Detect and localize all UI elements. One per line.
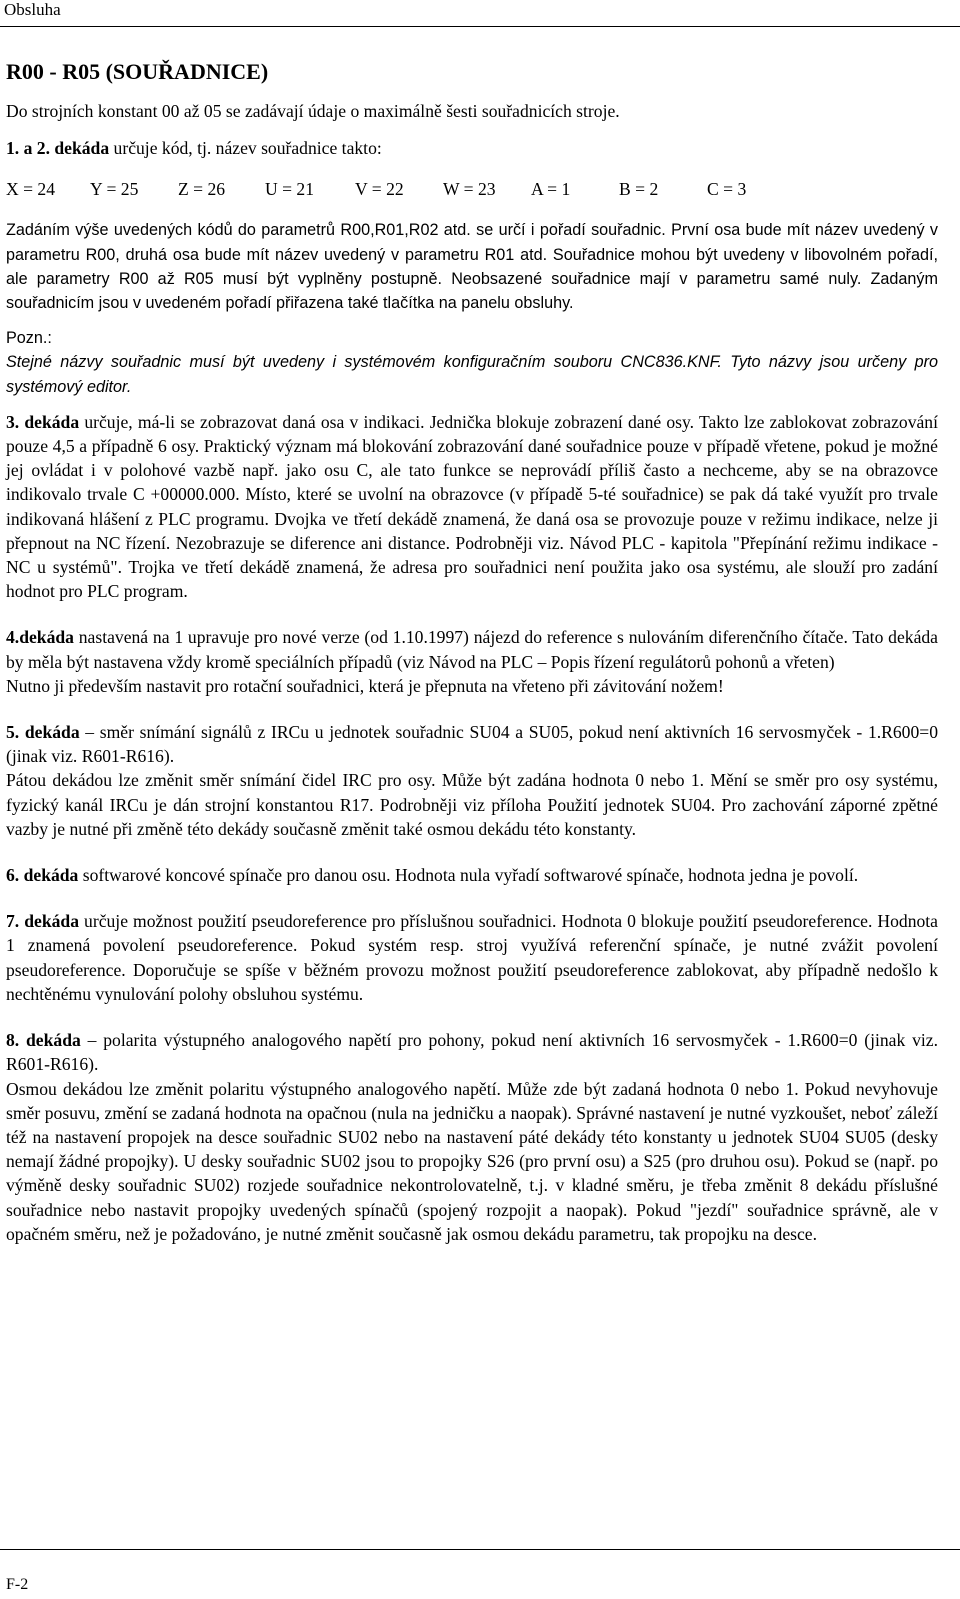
decade-1-2-label: 1. a 2. dekáda	[6, 138, 110, 159]
decade-5-label: 5. dekáda	[6, 722, 80, 743]
code-x: X = 24	[6, 179, 56, 200]
decade-3-label: 3. dekáda	[6, 411, 80, 432]
code-y: Y = 25	[90, 179, 139, 200]
decade-1-2-paragraph	[6, 136, 938, 160]
decade-8-label: 8. dekáda	[6, 1030, 81, 1051]
code-v: V = 22	[355, 179, 404, 200]
code-u: U = 21	[265, 179, 315, 200]
decade-5-paragraph	[6, 720, 938, 768]
note-text: Stejné názvy souřadnic musí být uvedeny i systémovém konfiguračním souboru CNC836.KNF. Tyto názvy jsou určeny pro systémový editor.	[6, 353, 938, 396]
decade-6-label: 6. dekáda	[6, 865, 79, 886]
decade-4-paragraph	[6, 625, 938, 673]
code-w: W = 23	[443, 179, 496, 200]
section-title: R00 - R05 (SOUŘADNICE)	[6, 59, 269, 84]
decade-1-2-text: určuje kód, tj. název souřadnice takto:	[109, 138, 382, 159]
code-b: B = 2	[619, 179, 659, 200]
decade-8-detail: Osmou dekádou lze změnit polaritu výstupného analogového napětí. Může zde být zadaná hodnota 0 nebo 1. Pokud nevyhovuje směr posuvu, změní se zadaná hodnota na opačnou (nula na jedničku a naopak). Správné nastavení je nutné vyzkoušet, neboť záleží též na nastavení propojek na desce souřadnic SU02 nebo na nastavení páté dekády této konstanty u jednotek SU04 SU05 (desky nemají žádné propojky). U desky souřadnic SU02 jsou to propojky S26 (pro první osu) a S25 (pro druhou osu). Pokud se (např. po výměně desky souřadnic SU02) rozjede souřadnice nekontrolovatelně, t.j. v kladné směru, je třeba změnit 8 dekádu příslušné souřadnice nebo nastavit propojky uvedených spínačů (spojený rozpojit a naopak). Pokud "jezdí" souřadnice správně, ale v opačném směru, než je požadováno, je nutné změnit současně jak osmou dekádu parametru, tak propojku na desce.	[6, 1078, 938, 1244]
decade-4-text: nastavená na 1 upravuje pro nové verze (od 1.10.1997) nájezd do reference s nulováním diferenčního čítače. Tato dekáda by měla být nastavena vždy kromě speciálních případů (viz Návod na PLC – Popis řízení regulátorů pohonů a vřeten)	[6, 627, 938, 672]
code-z: Z = 26	[178, 179, 226, 200]
note-label: Pozn.:	[6, 329, 52, 348]
page-content	[6, 56, 938, 1246]
decade-6-paragraph	[6, 863, 938, 887]
axis-order-paragraph: Zadáním výše uvedených kódů do parametrů R00,R01,R02 atd. se určí i pořadí souřadnic. První osa bude mít název uvedený v parametru R00, druhá osa bude mít název uvedený v parametru R01 atd. Souřadnice mohou být uvedeny v libovolném pořadí, ale parametry R00 až R05 musí být vyplněny postupně. Neobsazené souřadnice mají v parametru samé nuly. Zadaným souřadnicím jsou v uvedeném pořadí přiřazena také tlačítka na panelu obsluhy.	[6, 221, 938, 313]
decade-3-text: určuje, má-li se zobrazovat daná osa v indikaci. Jednička blokuje zobrazení dané osy. Takto lze zablokovat zobrazování pouze 4,5 a případně 6 osy. Praktický význam má blokování zobrazování dané souřadnice pouze v případě vřetene, pokud je možné jej ovládat i v polohové vazbě např. jako osu C, ale tato funkce se neprovádí příliš často a nechceme, aby se na obrazovce indikovalo trvale C +00000.000. Místo, které se uvolní na obrazovce (v případě 5-té souřadnice) se pak dá také využít pro trvale indikovaná hlášení z PLC programu. Dvojka ve třetí dekádě znamená, že daná osa se provozuje pouze v režimu indikace, nelze ji přepnout na NC řízení. Nezobrazuje se diference ani distance. Podrobněji viz. Návod PLC - kapitola "Přepínání režimu indikace - NC u systémů". Trojka ve třetí dekádě znamená, že adresa pro souřadnici není použita jako osa systému, ale slouží pro zadání hodnot pro PLC program.	[6, 411, 938, 602]
decade-7-label: 7. dekáda	[6, 911, 79, 932]
decade-5-text: – směr snímání signálů z IRCu u jednotek souřadnic SU04 a SU05, pokud není aktivních 16 servosmyček - 1.R600=0 (jinak viz. R601-R616).	[6, 722, 938, 767]
code-a: A = 1	[531, 179, 571, 200]
decade-7-text: určuje možnost použití pseudoreference pro příslušnou souřadnici. Hodnota 0 blokuje použití pseudoreference. Hodnota 1 znamená povolení pseudoreference. Pokud systém resp. stroj využívá referenční spínače, je nutné zvážit povolení pseudoreference. Doporučuje se spíše v běžném provozu možnost použití pseudoreference zablokovat, aby případně nedošlo k nechtěnému vynulování polohy obsluhou systému.	[6, 911, 938, 1004]
decade-4-note: Nutno ji především nastavit pro rotační souřadnici, která je přepnuta na vřeteno při závitování nožem!	[6, 675, 724, 696]
decade-4-label: 4.dekáda	[6, 627, 74, 648]
page-number: F-2	[6, 1576, 29, 1593]
decade-3-paragraph	[6, 410, 938, 604]
decade-8-text: – polarita výstupného analogového napětí pro pohony, pokud není aktivních 16 servosmyček - 1.R600=0 (jinak viz. R601-R616).	[6, 1030, 938, 1075]
decade-7-paragraph	[6, 909, 938, 1006]
coordinate-codes	[6, 177, 938, 201]
decade-5-detail: Pátou dekádou lze změnit směr snímání čidel IRC pro osy. Může být zadána hodnota 0 nebo 1. Mění se směr pro osy systému, fyzický kanál IRCu je dán strojní konstantou R17. Podrobněji viz příloha Použití jednotek SU04. Pro zachování záporné zpětné vazby je nutné při změně této dekády současně změnit také osmou dekádu této konstanty.	[6, 770, 938, 839]
header-rule	[0, 26, 960, 27]
decade-6-text: softwarové koncové spínače pro danou osu. Hodnota nula vyřadí softwarové spínače, hodnota jedna je povolí.	[78, 865, 859, 886]
decade-8-paragraph	[6, 1028, 938, 1076]
intro-paragraph: Do strojních konstant 00 až 05 se zadávají údaje o maximálně šesti souřadnicích stroje.	[6, 101, 620, 121]
running-header: Obsluha	[4, 0, 61, 19]
footer-rule	[0, 1549, 960, 1550]
code-c: C = 3	[707, 179, 747, 200]
